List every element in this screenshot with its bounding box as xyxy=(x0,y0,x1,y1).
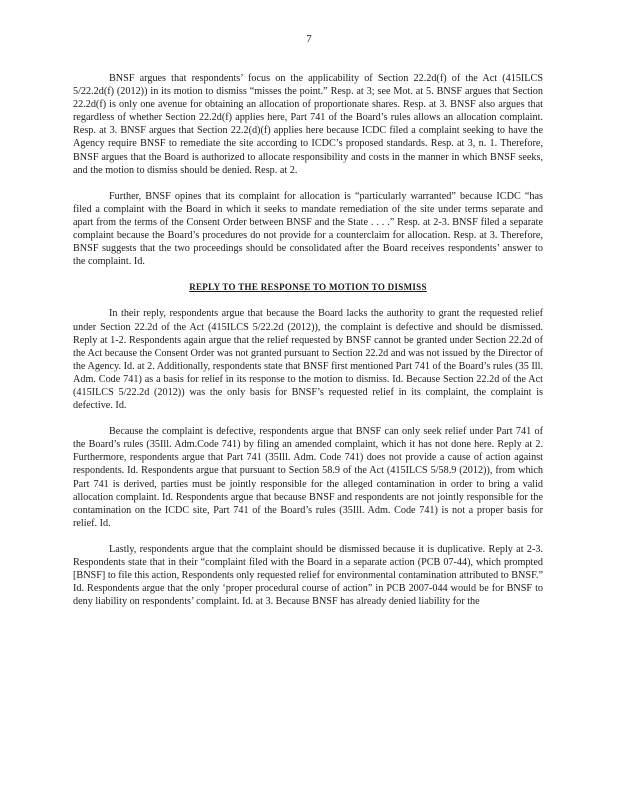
paragraph-duplicative: Lastly, respondents argue that the complaint should be dismissed because it is duplicative. Reply at 2-3. Respondents state that in their “complaint filed with the Board in a separate action (PCB 07-44), which prompted [BNSF] to file this action, Respondents only requested relief for environmental contamination attributed to BNSF.” Id. Respondents argue that the only ‘proper procedural course of action” in PCB 2007-044 would be for BNSF to deny liability on respondents’ complaint. Id. at 3. Because BNSF has already denied liability for the xyxy=(73,543,543,608)
paragraph-complaint-defective: Because the complaint is defective, respondents argue that BNSF can only seek relief under Part 741 of the Board’s rules (35Ill. Adm.Code 741) by filing an amended complaint, which it has not done here. Reply at 2. Furthermore, respondents argue that Part 741 (35Ill. Adm. Code 741) does not provide a cause of action against respondents. Id. Respondents argue that pursuant to Section 58.9 of the Act (415ILCS 5/58.9 (2012)), from which Part 741 is derived, parties must be jointly responsible for the alleged contamination in order to bring a valid allocation complaint. Id. Respondents argue that because BNSF and respondents are not jointly responsible for the contamination on the ICDC site, Part 741 of the Board’s rules (35Ill. Adm. Code 741) is not a proper basis for relief. Id. xyxy=(73,426,543,529)
document-body xyxy=(73,72,543,621)
section-heading: REPLY TO THE RESPONSE TO MOTION TO DISMISS xyxy=(189,282,427,293)
page-number: 7 xyxy=(306,33,312,45)
paragraph-further-bnsf: Further, BNSF opines that its complaint for allocation is “particularly warranted” because ICDC “has filed a complaint with the Board in which it seeks to mandate remediation of the site under terms separate and apart from the terms of the Consent Order between BNSF and the State . . . .” Resp. at 2-3. BNSF filed a separate complaint because the Board’s procedures do not provide for a counterclaim for allocation. Resp. at 3. Therefore, BNSF suggests that the two proceedings should be consolidated after the Board receives respondents’ answer to the complaint. Id. xyxy=(73,190,543,268)
paragraph-reply: In their reply, respondents argue that because the Board lacks the authority to grant the requested relief under Section 22.2d of the Act (415ILCS 5/22.2d (2012)), the complaint is defective and should be dismissed. Reply at 1-2. Respondents again argue that the relief requested by BNSF cannot be granted under Section 22.2d of the Act because the Consent Order was not granted pursuant to Section 22.2d and was not issued by the Director of the Agency. Id. at 2. Additionally, respondents state that BNSF first mentioned Part 741 of the Board’s rules (35 Ill. Adm. Code 741) as a basis for relief in its response to the motion to dismiss. Id. Because Section 22.2d of the Act (415ILCS 5/22.2d (2012)) was the only basis for BNSF’s requested relief in its complaint, the complaint is defective. Id. xyxy=(73,308,543,412)
paragraph-bnsf-argues: BNSF argues that respondents’ focus on the applicability of Section 22.2d(f) of the Act (415ILCS 5/22.2d(f) (2012)) in its motion to dismiss “misses the point.” Resp. at 3; see Mot. at 5. BNSF argues that Section 22.2d(f) is only one avenue for obtaining an allocation of proportionate shares. Resp. at 3. BNSF also argues that regardless of whether Section 22.2d(f) applies here, Part 741 of the Board’s rules allows an allocation complaint. Resp. at 3. BNSF argues that Section 22.2(d)(f) applies here because ICDC filed a complaint seeking to have the Agency require BNSF to remediate the site according to ICDC’s proposed standards. Resp. at 3, n. 1. Therefore, BNSF argues that the Board is authorized to allocate responsibility and costs in the manner in which BNSF seeks, and the motion to dismiss should be denied. Resp. at 2. xyxy=(73,73,543,176)
